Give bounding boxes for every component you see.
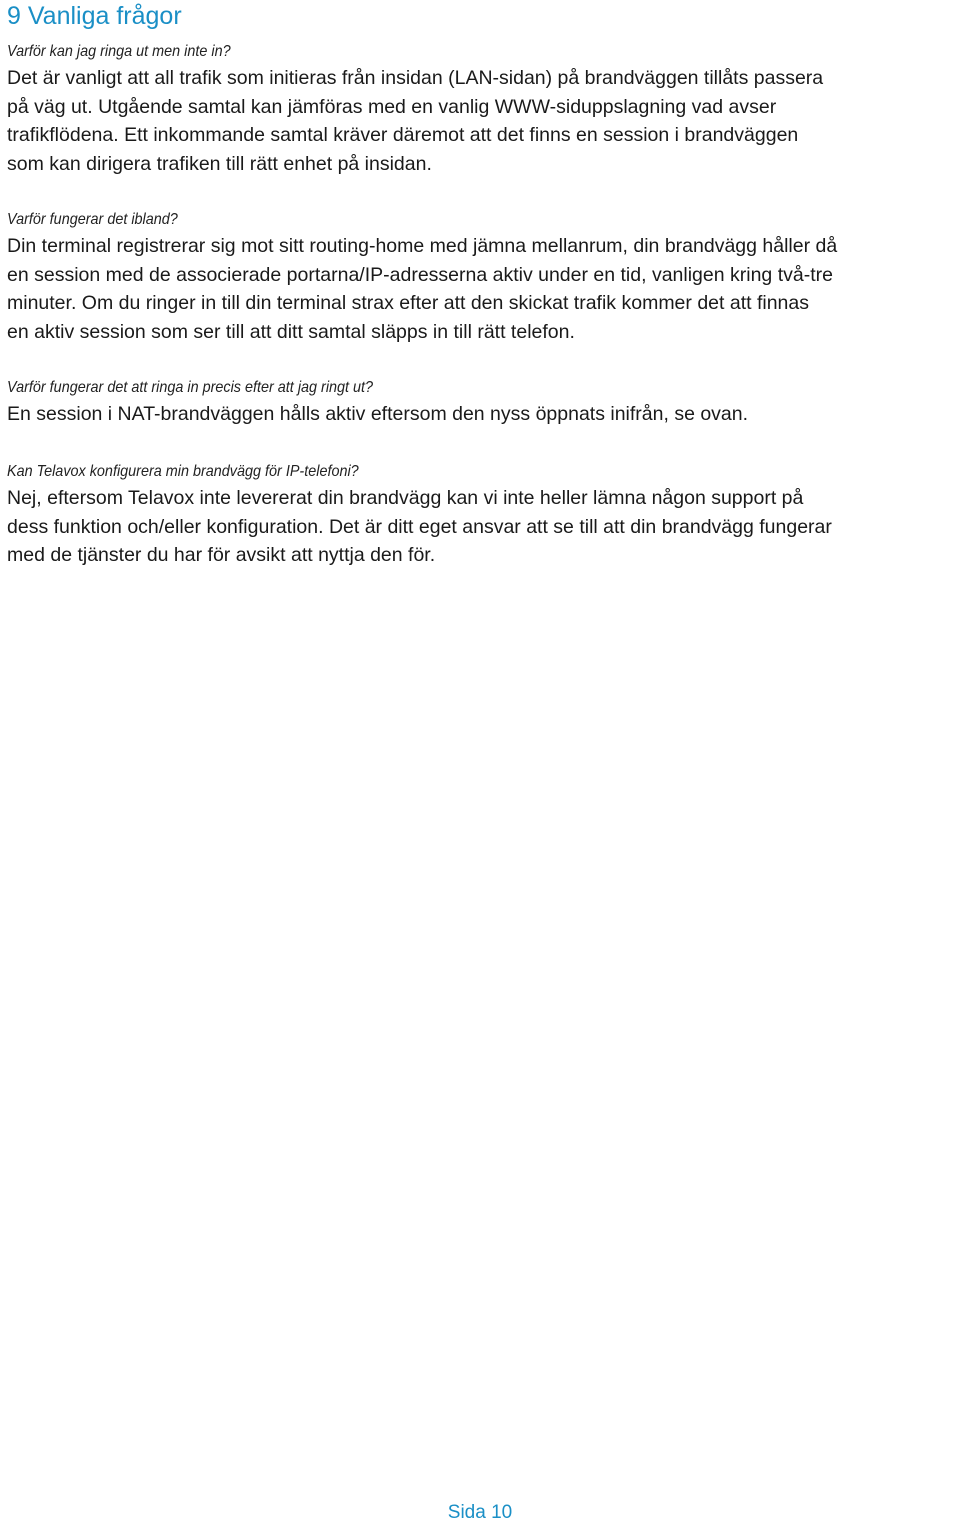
answer-line: trafikflödena. Ett inkommande samtal kräver däremot att det finns en session i brandväggen <box>7 124 799 146</box>
answer-line: med de tjänster du har för avsikt att nyttja den för. <box>7 544 436 566</box>
faq-question: Varför kan jag ringa ut men inte in? <box>7 43 231 60</box>
answer-line: Nej, eftersom Telavox inte levererat din brandvägg kan vi inte heller lämna någon support på <box>7 487 804 509</box>
answer-line: Din terminal registrerar sig mot sitt routing-home med jämna mellanrum, din brandvägg håller då <box>7 235 838 257</box>
faq-answer <box>7 484 957 570</box>
page-number: Sida 10 <box>447 1502 513 1523</box>
faq-answer <box>7 400 957 429</box>
faq-answer <box>7 64 957 178</box>
answer-line: en aktiv session som ser till att ditt samtal släpps in till rätt telefon. <box>7 320 575 343</box>
answer-line: dess funktion och/eller konfiguration. Det är ditt eget ansvar att se till att din brandvägg fungerar <box>7 515 832 538</box>
faq-answer <box>7 232 957 346</box>
answer-line: på väg ut. Utgående samtal kan jämföras med en vanlig WWW-siduppslagning vad avser <box>7 95 777 118</box>
answer-line: En session i NAT-brandväggen hålls aktiv eftersom den nyss öppnats inifrån, se ovan. <box>7 403 749 425</box>
faq-item <box>7 378 957 429</box>
answer-line: en session med de associerade portarna/IP-adresserna aktiv under en tid, vanligen kring två-tre <box>7 263 833 286</box>
answer-line: minuter. Om du ringer in till din terminal strax efter att den skickat trafik kommer det att finnas <box>7 292 809 314</box>
faq-item <box>7 210 957 346</box>
faq-question: Kan Telavox konfigurera min brandvägg för IP-telefoni? <box>7 463 359 480</box>
answer-line: Det är vanligt att all trafik som initieras från insidan (LAN-sidan) på brandväggen tillåts passera <box>7 67 824 89</box>
faq-item <box>7 42 957 178</box>
section-title: 9 Vanliga frågor <box>7 2 182 30</box>
faq-question: Varför fungerar det ibland? <box>7 211 178 228</box>
faq-question: Varför fungerar det att ringa in precis efter att jag ringt ut? <box>7 379 374 396</box>
faq-item <box>7 462 957 570</box>
answer-line: som kan dirigera trafiken till rätt enhet på insidan. <box>7 152 432 175</box>
